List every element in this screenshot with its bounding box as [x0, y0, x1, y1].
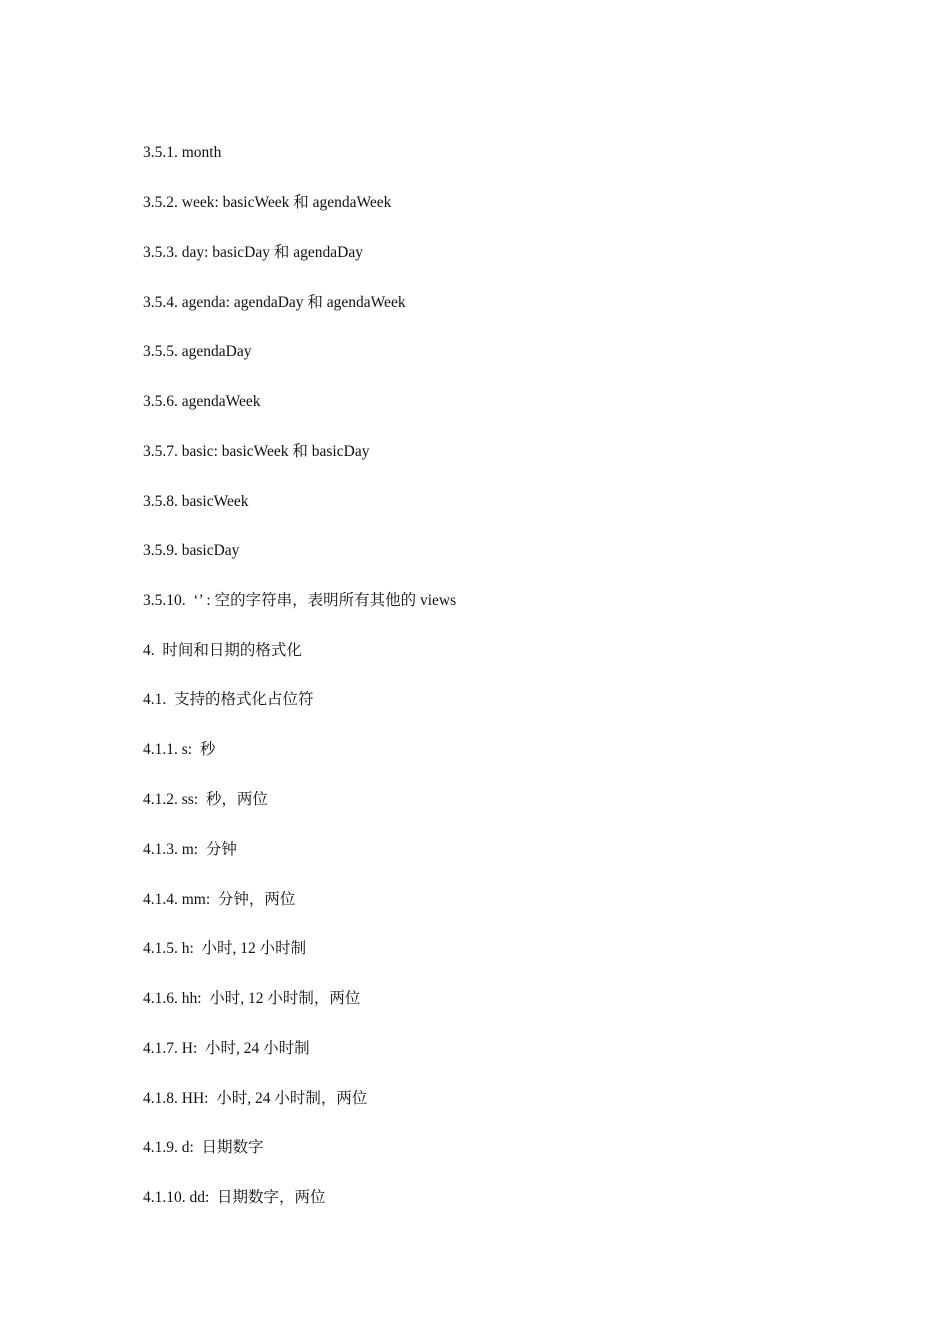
- text-line-3-5-2: 3.5.2. week: basicWeek 和 agendaWeek: [143, 194, 392, 211]
- text-line-4-1-3: 4.1.3. m: 分钟: [143, 841, 237, 858]
- text-line-4-1-2: 4.1.2. ss: 秒，两位: [143, 791, 268, 808]
- text-line-3-5-10: 3.5.10. ‘’ : 空的字符串，表明所有其他的 views: [143, 592, 457, 609]
- text-line-4-1-1: 4.1.1. s: 秒: [143, 741, 216, 758]
- section-heading-4: 4. 时间和日期的格式化: [143, 642, 302, 659]
- text-line-3-5-3: 3.5.3. day: basicDay 和 agendaDay: [143, 244, 363, 261]
- text-line-3-5-1: 3.5.1. month: [143, 144, 222, 161]
- text-line-4-1-5: 4.1.5. h: 小时, 12 小时制: [143, 940, 307, 957]
- text-line-3-5-9: 3.5.9. basicDay: [143, 542, 240, 559]
- text-line-3-5-6: 3.5.6. agendaWeek: [143, 393, 261, 410]
- text-line-3-5-8: 3.5.8. basicWeek: [143, 493, 249, 510]
- text-line-3-5-7: 3.5.7. basic: basicWeek 和 basicDay: [143, 443, 370, 460]
- text-line-4-1-4: 4.1.4. mm: 分钟，两位: [143, 891, 296, 908]
- text-line-4-1-10: 4.1.10. dd: 日期数字，两位: [143, 1189, 326, 1206]
- text-line-4-1-7: 4.1.7. H: 小时, 24 小时制: [143, 1040, 310, 1057]
- text-line-3-5-4: 3.5.4. agenda: agendaDay 和 agendaWeek: [143, 294, 406, 311]
- text-line-4-1-9: 4.1.9. d: 日期数字: [143, 1139, 264, 1156]
- text-line-3-5-5: 3.5.5. agendaDay: [143, 343, 252, 360]
- subsection-heading-4-1: 4.1. 支持的格式化占位符: [143, 691, 314, 708]
- text-line-4-1-6: 4.1.6. hh: 小时, 12 小时制，两位: [143, 990, 361, 1007]
- text-line-4-1-8: 4.1.8. HH: 小时, 24 小时制，两位: [143, 1090, 368, 1107]
